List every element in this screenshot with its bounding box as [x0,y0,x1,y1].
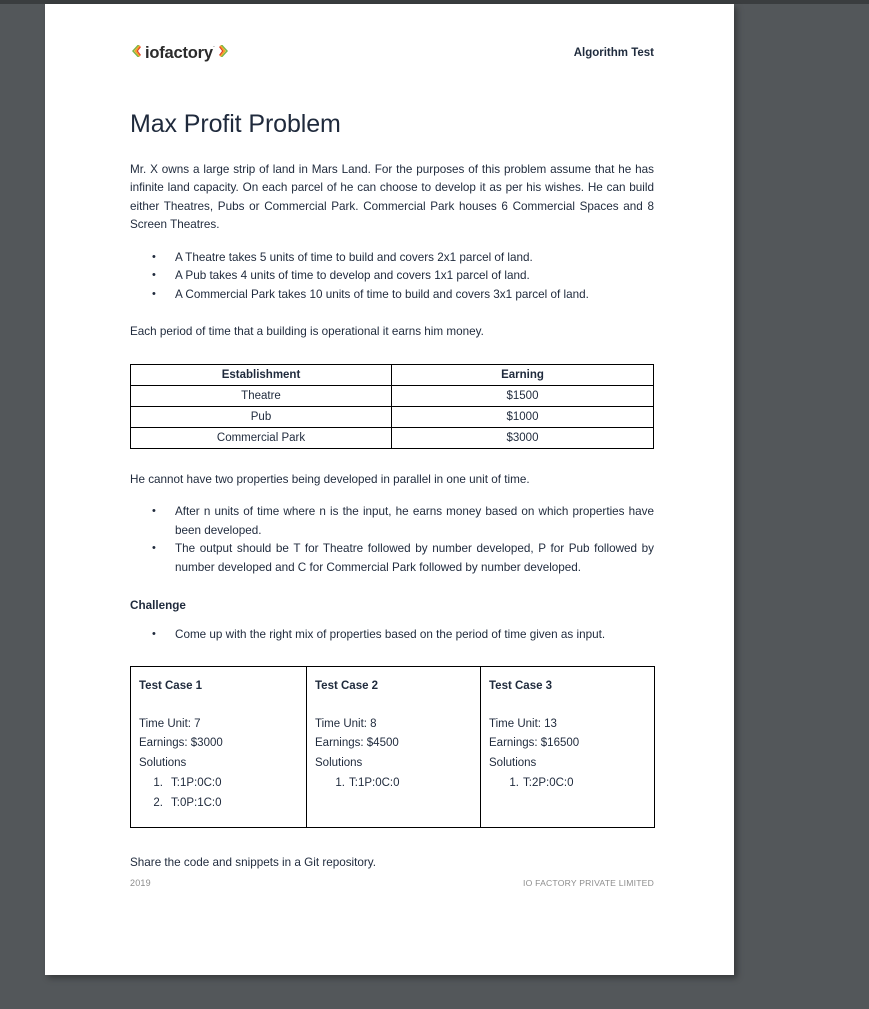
challenge-heading: Challenge [130,599,186,613]
logo-wordmark [145,44,215,63]
test-case-title: Test Case 2 [315,679,379,692]
column-header-earning: Earning [392,364,654,385]
list-item [130,540,654,577]
list-item [130,249,654,267]
closing-paragraph: Share the code and snippets in a Git repository. [130,856,377,870]
solution-number: 1. [335,776,345,789]
earnings-intro-paragraph: Each period of time that a building is operational it earns him money. [130,325,484,339]
list-item-label: A Pub takes 4 units of time to develop and covers 1x1 parcel of land. [175,269,530,283]
solution-item [489,774,646,794]
intro-paragraph: Mr. X owns a large strip of land in Mars Land. For the purposes of this problem assume that he has infinite land capacity. On each parcel of he can choose to develop it as per his wishes. He can build either Theatres, Pubs or Commercial Park. Commercial Park houses 6 Commercial Spaces and 8 Screen Theatres. [130,163,654,232]
bullet-icon: • [152,505,156,518]
test-case-earnings: Earnings: $4500 [315,737,399,750]
cell-earning: $3000 [392,427,654,448]
test-case-earnings: Earnings: $16500 [489,737,580,750]
list-item [130,286,654,304]
footer-year: 2019 [130,878,151,888]
test-case-title: Test Case 1 [139,679,203,692]
rules-list [130,249,654,304]
document-footer [130,878,654,888]
list-item-label: A Theatre takes 5 units of time to build and covers 2x1 parcel of land. [175,250,533,264]
test-case-cell-2 [307,666,481,828]
list-item [130,267,654,285]
table-row [131,385,654,406]
test-case-earnings: Earnings: $3000 [139,737,223,750]
test-cases-table [130,666,655,829]
test-case-solutions-label: Solutions [139,757,187,770]
solution-value: T:1P:0C:0 [349,776,400,789]
solution-value: T:0P:1C:0 [171,796,222,809]
chevron-left-icon [130,44,141,63]
solution-item [315,774,472,794]
cell-earning: $1500 [392,385,654,406]
list-item-label: Come up with the right mix of properties based on the period of time given as input. [175,628,606,642]
list-item-label: A Commercial Park takes 10 units of time to build and covers 3x1 parcel of land. [175,287,589,301]
test-case-cell-3 [481,666,655,828]
test-case-time-unit: Time Unit: 8 [315,717,377,730]
test-case-solutions-list [489,774,646,794]
test-case-title: Test Case 3 [489,679,553,692]
cell-establishment: Theatre [131,385,392,406]
test-case-solutions-label: Solutions [489,757,537,770]
bullet-icon: • [152,269,156,282]
cell-establishment: Commercial Park [131,427,392,448]
cell-establishment: Pub [131,406,392,427]
test-case-solutions-list [139,774,298,814]
challenge-list [130,626,654,644]
list-item-label: After n units of time where n is the input, he earns money based on which properties have been developed. [175,505,654,537]
solution-value: T:2P:0C:0 [523,776,574,789]
header-document-type: Algorithm Test [573,47,654,59]
earnings-table [130,364,654,449]
column-header-establishment: Establishment [131,364,392,385]
solution-number: 1. [153,776,163,789]
test-case-time-unit: Time Unit: 7 [139,717,201,730]
logo-word-text: iofactory [145,43,213,62]
cell-earning: $1000 [392,406,654,427]
bullet-icon: • [152,287,156,300]
solution-item [139,774,298,794]
test-case-solutions-label: Solutions [315,757,363,770]
bullet-icon: • [152,542,156,555]
logo-trademark: ` [212,46,216,53]
test-case-solutions-list [315,774,472,794]
parallel-note-paragraph: He cannot have two properties being developed in parallel in one unit of time. [130,472,530,486]
table-row [131,666,655,828]
table-row [131,427,654,448]
chevron-right-icon [219,44,230,63]
document-page [45,4,734,975]
iofactory-logo [130,43,230,63]
list-item [130,503,654,540]
solution-item [139,794,298,814]
table-header-row [131,364,654,385]
test-case-time-unit: Time Unit: 13 [489,717,557,730]
page-title: Max Profit Problem [130,110,341,138]
footer-company: IO FACTORY PRIVATE LIMITED [523,878,654,888]
bullet-icon: • [152,250,156,263]
document-header [130,40,654,66]
solution-number: 1. [509,776,519,789]
solution-value: T:1P:0C:0 [171,776,222,789]
list-item [130,626,654,644]
output-rules-list [130,503,654,577]
table-row [131,406,654,427]
bullet-icon: • [152,628,156,641]
test-case-cell-1 [131,666,307,828]
solution-number: 2. [153,796,163,809]
list-item-label: The output should be T for Theatre followed by number developed, P for Pub followed by number developed and C for Commercial Park followed by number developed. [175,542,654,574]
